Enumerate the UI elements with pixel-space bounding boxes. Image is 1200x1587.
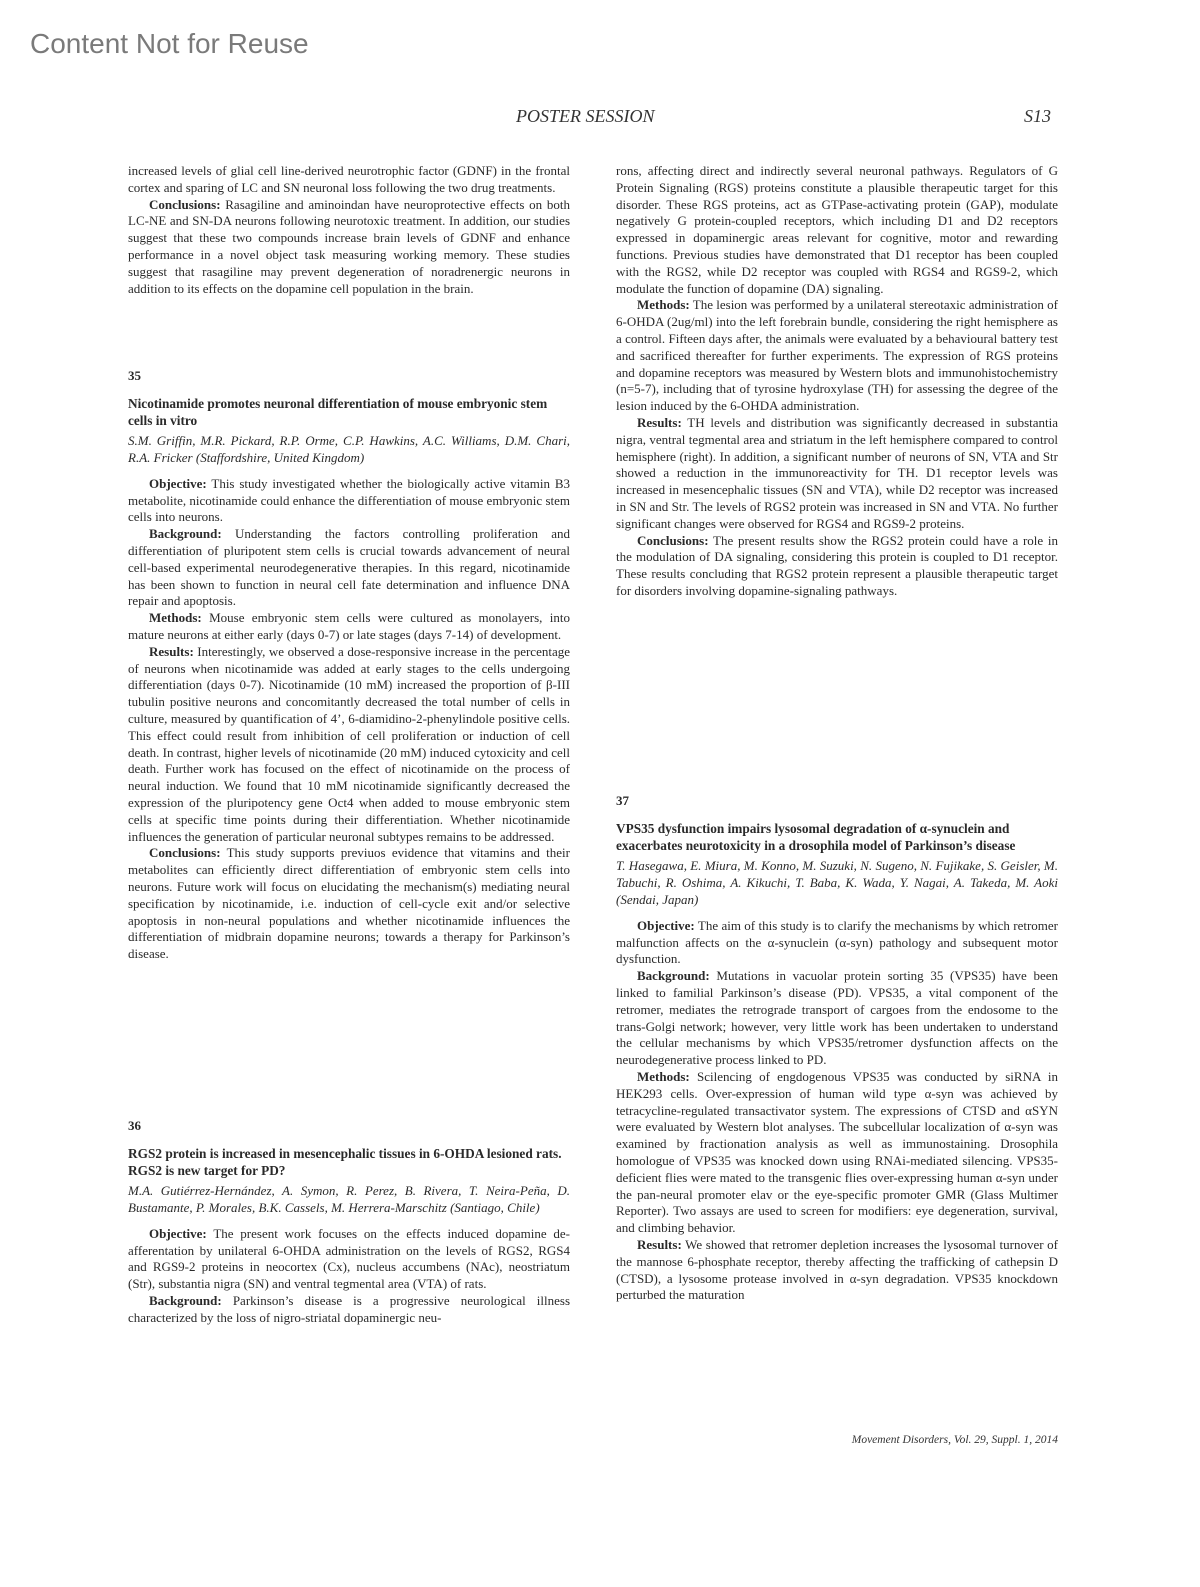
abstract-34-continuation bbox=[128, 163, 570, 297]
section-text: TH levels and distribution was significantly decreased in substantia nigra, ventral tegmental area and striatum in the left hemisphere compared to control hemisphere (right). In addition, a significant number of neurons of SN, VTA and Str showed a reduction in the immunoreactivity for TH. D1 receptor levels was increased in mesencephalic tissues (SN and VTA), while D2 receptor was increased in SN and Str. The levels of RGS2 protein was increased in SN and VTA. No further significant changes were observed for RGS4 and RGS9-2 proteins. bbox=[616, 414, 1059, 531]
section-text: Parkinson’s disease is a progressive neurological illness characterized by the loss of nigro-striatal dopaminergic neu- bbox=[128, 1292, 571, 1325]
paragraph bbox=[616, 1069, 1058, 1237]
abstract-authors: T. Hasegawa, E. Miura, M. Konno, M. Suzuki, N. Sugeno, N. Fujikake, S. Geisler, M. Tabuchi, R. Oshima, A. Kikuchi, T. Baba, K. Wada, Y. Nagai, A. Takeda, M. Aoki (Sendai, Japan) bbox=[616, 857, 1058, 907]
section-text: The present work focuses on the effects induced dopamine de-afferentation by unilateral 6-OHDA administration on the levels of RGS2, RGS4 and RGS9-2 proteins in neocortex (Cx), nucleus accumbens (NAc), neostriatum (Str), substantia nigra (SN) and ventral tegmental area (VTA) of rats. bbox=[128, 1225, 571, 1292]
paragraph bbox=[128, 644, 570, 846]
section-label: Methods: bbox=[149, 610, 202, 626]
section-label: Methods: bbox=[637, 297, 690, 313]
section-text: The lesion was performed by a unilateral stereotaxic administration of 6-OHDA (2ug/ml) into the left forebrain bundle, considering the right hemisphere as a control. Fifteen days after, the animals were evaluated by a behavioural battery test and sacrificed thereafter for further experiments. The expression of RGS proteins and dopamine receptors was measured by Western blots and immunohistochemistry (n=5-7), including that of tyrosine hydroxylase (TH) for assessing the degree of the lesion induced by the 6-OHDA administration. bbox=[616, 297, 1058, 414]
section-label: Background: bbox=[149, 1292, 222, 1308]
section-label: Objective: bbox=[149, 475, 207, 491]
abstract-35 bbox=[128, 368, 570, 963]
paragraph: rons, affecting direct and indirectly several neuronal pathways. Regulators of G Protein Signaling (RGS) proteins constitute a plausible therapeutic target for this disorder. These RGS proteins, act as GTPase-activating protein (GAP), modulate negatively G protein-coupled receptors, which including D1 and D2 receptors expressed in dopaminergic areas relevant for cognitive, motor and rewarding functions. Previous studies have demonstrated that D1 receptor has been coupled with the RGS2, while D2 receptor was coupled with RGS4 and RGS9-2, which modulate the function of dopamine (DA) signaling. bbox=[616, 163, 1058, 296]
section-text: Interestingly, we observed a dose-responsive increase in the percentage of neurons when nicotinamide was added at early stages to the cells undergoing differentiation (days 0-7). Nicotinamide (10 mM) increased the proportion of β-III tubulin positive neurons and concomitantly decreased the total number of cells in culture, measured by quantification of 4’, 6-diamidino-2-phenylindole positive cells. This effect could result from inhibition of cell proliferation or induction of cell death. In contrast, higher levels of nicotinamide (20 mM) induced cytoxicity and cell death. Further work has focused on the effect of nicotinamide on the process of neural induction. We found that 10 mM nicotinamide significantly decreased the expression of the pluripotency gene Oct4 when added to mouse embryonic stem cells at specific time points during their differentiation. Whether nicotinamide influences the generation of particular neuronal subtypes remains to be addressed. bbox=[128, 643, 570, 844]
abstract-title: VPS35 dysfunction impairs lysosomal degradation of α-synuclein and exacerbates neurotoxicity in a drosophila model of Parkinson’s disease bbox=[616, 820, 1016, 853]
abstract-36 bbox=[128, 1118, 570, 1327]
section-text: Mouse embryonic stem cells were cultured as monolayers, into mature neurons at either early (days 0-7) or late stages (days 7-14) of development. bbox=[128, 610, 571, 642]
section-text: Rasagiline and aminoindan have neuroprotective effects on both LC-NE and SN-DA neurons following neurotoxic treatment. In addition, our studies suggest that these two compounds increase brain levels of GDNF and enhance performance in a novel object task measuring working memory. These studies suggest that rasagiline may prevent degeneration of noradrenergic neurons in addition to its effects on the dopamine cell population in the brain. bbox=[128, 196, 571, 296]
abstract-number: 36 bbox=[128, 1118, 141, 1133]
section-text: The present results show the RGS2 protein could have a role in the modulation of DA signaling, considering this protein is coupled to D1 receptor. These results concluding that RGS2 protein represent a plausible therapeutic target for disorders involving dopamine-signaling pathways. bbox=[616, 532, 1058, 598]
section-text: We showed that retromer depletion increases the lysosomal turnover of the mannose 6-phosphate receptor, thereby affecting the trafficking of cathepsin D (CTSD), a lysosome protease involved in α-syn degradation. VPS35 knockdown perturbed the maturation bbox=[616, 1236, 1059, 1303]
paragraph bbox=[128, 526, 570, 610]
section-text: Scilencing of engdogenous VPS35 was conducted by siRNA in HEK293 cells. Over-expression of human wild type α-syn was achieved by tetracycline-regulated transactivator system. The expressions of CTSD and αSYN were evaluated by Western blot analyses. The subcellular localization of α-syn was examined by fractionation analysis as well as immunostaining. Drosophila homologue of VPS35 was knocked down using RNAi-mediated silencing. VPS35-deficient flies were mated to the transgenic flies over-expressing human α-syn under the pan-neural promoter elav or the eye-specific promoter GMR (Glass Multimer Reporter). Two assays are used to screen for modifiers: eye degeneration, survival, and climbing behavior. bbox=[616, 1068, 1058, 1236]
section-label: Results: bbox=[637, 1236, 682, 1252]
section-text: The aim of this study is to clarify the mechanisms by which retromer malfunction affects on the α-synuclein (α-syn) pathology and subsequent motor dysfunction. bbox=[616, 917, 1059, 967]
abstract-number: 35 bbox=[128, 368, 141, 383]
journal-footer: Movement Disorders, Vol. 29, Suppl. 1, 2014 bbox=[851, 1434, 1058, 1446]
abstract-37 bbox=[616, 793, 1058, 1304]
paragraph bbox=[616, 415, 1058, 533]
abstract-title: Nicotinamide promotes neuronal differentiation of mouse embryonic stem cells in vitro bbox=[128, 395, 548, 428]
section-label: Conclusions: bbox=[637, 532, 709, 548]
section-label: Objective: bbox=[149, 1225, 207, 1241]
section-text: Understanding the factors controlling proliferation and differentiation of pluripotent stem cells is crucial towards advancement of neural cell-based experimental neurodegenerative therapies. In this regard, nicotinamide has been shown to function in neural cell fate determination and influence DNA repair and apoptosis. bbox=[128, 526, 570, 609]
section-text: This study supports previuos evidence that vitamins and their metabolites can efficiently direct differentiation of embryonic stem cells into neurons. Future work will focus on elucidating the mechanism(s) mediating neural specification by nicotinamide, i.e. induction of cell-cycle exit and/or selective apoptosis in non-neural populations and whether nicotinamide influences the differentiation of midbrain dopamine neurons; towards a therapy for Parkinson’s disease. bbox=[128, 845, 570, 962]
abstract-number: 37 bbox=[616, 793, 629, 808]
paragraph bbox=[128, 1293, 570, 1327]
section-label: Objective: bbox=[637, 917, 695, 933]
section-label: Conclusions: bbox=[149, 845, 221, 861]
paragraph bbox=[128, 197, 570, 298]
section-label: Conclusions: bbox=[149, 196, 221, 212]
watermark: Content Not for Reuse bbox=[30, 28, 309, 59]
abstract-authors: M.A. Gutiérrez-Hernández, A. Symon, R. Perez, B. Rivera, T. Neira-Peña, D. Bustamante, P. Morales, B.K. Cassels, M. Herrera-Marschitz (Santiago, Chile) bbox=[128, 1182, 570, 1215]
section-text: Mutations in vacuolar protein sorting 35 (VPS35) have been linked to familial Parkinson’s disease (PD). VPS35, a vital component of the retromer, mediates the retrograde transport of cargoes from the endosome to the trans-Golgi network; however, very little work has been undertaken to understand the cellular mechanisms by which VPS35/retromer dysfunction affects on the neurodegenerative process linked to PD. bbox=[616, 968, 1059, 1068]
paragraph bbox=[128, 476, 570, 526]
running-header-section: POSTER SESSION bbox=[516, 106, 655, 126]
paragraph bbox=[128, 1226, 570, 1293]
section-label: Background: bbox=[637, 968, 710, 984]
page-number: S13 bbox=[1024, 106, 1051, 126]
section-label: Methods: bbox=[637, 1068, 690, 1084]
paragraph bbox=[616, 968, 1058, 1069]
section-label: Results: bbox=[149, 643, 194, 659]
paragraph bbox=[616, 918, 1058, 968]
section-label: Results: bbox=[637, 414, 682, 430]
paragraph bbox=[128, 610, 570, 644]
abstract-36-continuation bbox=[616, 163, 1058, 600]
abstract-authors: S.M. Griffin, M.R. Pickard, R.P. Orme, C.P. Hawkins, A.C. Williams, D.M. Chari, R.A. Fricker (Staffordshire, United Kingdom) bbox=[128, 432, 570, 465]
paragraph bbox=[128, 845, 570, 963]
paragraph: increased levels of glial cell line-derived neurotrophic factor (GDNF) in the frontal cortex and sparing of LC and SN neuronal loss following the two drug treatments. bbox=[128, 163, 570, 195]
section-text: This study investigated whether the biologically active vitamin B3 metabolite, nicotinamide could enhance the differentiation of mouse embryonic stem cells into neurons. bbox=[128, 475, 570, 525]
section-label: Background: bbox=[149, 526, 222, 542]
paragraph bbox=[616, 533, 1058, 600]
paragraph bbox=[616, 1237, 1058, 1304]
abstract-title: RGS2 protein is increased in mesencephalic tissues in 6-OHDA lesioned rats. RGS2 is new target for PD? bbox=[128, 1145, 562, 1178]
paragraph bbox=[616, 297, 1058, 415]
